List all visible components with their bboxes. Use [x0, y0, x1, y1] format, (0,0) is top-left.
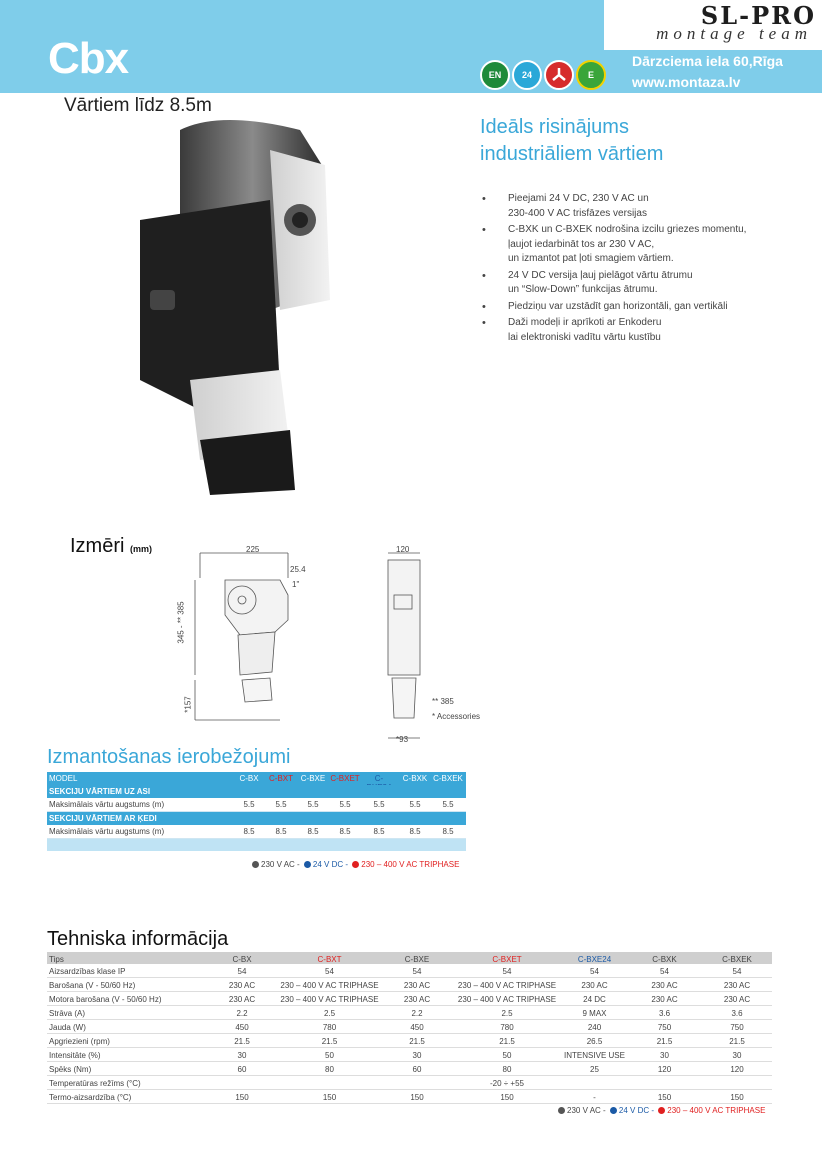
- table-cell: 21.5: [409, 1037, 425, 1046]
- table-cell: 150: [322, 1093, 337, 1102]
- table-cell: 9 MAX: [582, 1009, 607, 1018]
- table-header: Tips C-BX C-BXT C-BXE C-BXET C-BXE24 C-BXK C-BXEK: [47, 952, 772, 964]
- table-row: [47, 964, 772, 978]
- dot-icon: [558, 1107, 565, 1114]
- table-cell: 2.2: [411, 1009, 423, 1018]
- table-cell: 150: [410, 1093, 424, 1102]
- headline: [480, 114, 663, 168]
- table-cell: 54: [412, 967, 422, 976]
- table-cell: 2.2: [236, 1009, 248, 1018]
- table-row: [47, 1020, 772, 1034]
- dot-icon: [658, 1107, 665, 1114]
- tech-title: Tehniska informācija: [47, 928, 229, 950]
- row-label: Jauda (W): [49, 1023, 86, 1032]
- table-cell: 750: [657, 1023, 672, 1032]
- row-label: Apgriezieni (rpm): [49, 1037, 110, 1046]
- table-cell: 230 AC: [651, 995, 678, 1004]
- table-cell: -: [593, 1093, 596, 1102]
- table-cell: 230 AC: [228, 995, 256, 1004]
- table-cell: 30: [237, 1051, 247, 1060]
- table-cell: 230 – 400 V AC TRIPHASE: [280, 995, 379, 1004]
- table-cell: 120: [730, 1065, 744, 1074]
- brand-tagline: montage team: [656, 24, 812, 43]
- table-cell: 750: [730, 1023, 744, 1032]
- list-item: • Piedziņu var uzstādīt gan horizontāli, gan vertikāli: [480, 300, 780, 315]
- table-cell: 26.5: [586, 1037, 603, 1046]
- table-cell: 230 AC: [723, 995, 751, 1004]
- feature-list: [480, 192, 780, 347]
- encoder-badge-icon: E: [576, 60, 606, 90]
- dim-note-2: * Accessories: [432, 712, 481, 721]
- table-row: [47, 1062, 772, 1076]
- dot-icon: [610, 1107, 617, 1114]
- table-cell: 50: [325, 1051, 334, 1060]
- table-cell: 230 AC: [403, 995, 431, 1004]
- row-label: Aizsardzības klase IP: [49, 967, 126, 976]
- table-row: [47, 992, 772, 1006]
- legend-tech: 230 V AC - 24 V DC - 230 – 400 V AC TRIPHASE: [558, 1106, 765, 1115]
- table-cell: 780: [500, 1023, 514, 1032]
- table-cell: 21.5: [499, 1037, 515, 1046]
- row-label: Spēks (Nm): [49, 1065, 92, 1074]
- company-address: Dārzciema iela 60,Rīga: [632, 53, 783, 69]
- row-label: Motora barošana (V - 50/60 Hz): [49, 995, 162, 1004]
- product-photo: [120, 110, 350, 495]
- headline-line-1: Ideāls risinājums: [480, 116, 629, 138]
- dim-width-front: 225: [246, 545, 260, 554]
- table-footer-bar: [47, 839, 466, 851]
- brand-logo: [604, 0, 822, 50]
- product-title: Cbx: [48, 34, 129, 83]
- dim-offset: 25.4: [290, 565, 306, 574]
- usage-title: Izmantošanas ierobežojumi: [47, 746, 291, 768]
- legend-usage: 230 V AC - 24 V DC - 230 – 400 V AC TRIPHASE: [252, 860, 459, 869]
- table-cell: 54: [325, 967, 334, 976]
- table-row: [47, 1048, 772, 1062]
- dot-icon: [252, 861, 259, 868]
- table-cell: 60: [237, 1065, 247, 1074]
- table-cell: 150: [657, 1093, 672, 1102]
- table-cell: 3.6: [658, 1009, 671, 1018]
- section-row: SEKCIJU VĀRTIEM UZ ASI: [47, 785, 466, 798]
- dim-width-side: 120: [396, 545, 410, 554]
- table-cell: INTENSIVE USE: [564, 1051, 625, 1060]
- table-cell: 30: [732, 1051, 742, 1060]
- 24v-badge-icon: 24: [512, 60, 542, 90]
- table-cell: 450: [235, 1023, 249, 1032]
- table-cell: 54: [502, 967, 512, 976]
- table-cell: 230 – 400 V AC TRIPHASE: [457, 995, 557, 1004]
- table-row: [47, 1006, 772, 1020]
- table-cell: 230 – 400 V AC TRIPHASE: [280, 981, 379, 990]
- table-cell: 230 AC: [403, 981, 431, 990]
- tech-table: [47, 952, 772, 1104]
- table-cell: 21.5: [656, 1037, 673, 1046]
- product-subtitle: Vārtiem līdz 8.5m: [64, 95, 212, 116]
- table-cell: 2.5: [323, 1009, 336, 1018]
- section-row: SEKCIJU VĀRTIEM AR ĶEDI: [47, 812, 466, 825]
- dimensions-unit: (mm): [130, 544, 153, 554]
- row-label: Intensitāte (%): [49, 1051, 101, 1060]
- table-cell: 54: [732, 967, 742, 976]
- table-cell: 21.5: [234, 1037, 250, 1046]
- table-row: [47, 1090, 772, 1104]
- table-cell: 25: [590, 1065, 599, 1074]
- row-label: Temperatūras režīms (°C): [49, 1079, 141, 1088]
- table-cell: 230 AC: [581, 981, 608, 990]
- list-item: • Daži modeļi ir aprīkoti ar Enkoderu lai elektroniski vadītu vārtu kustību: [480, 316, 780, 345]
- table-cell: 21.5: [729, 1037, 745, 1046]
- table-row: [47, 1076, 772, 1090]
- table-cell: 2.5: [501, 1009, 513, 1018]
- dim-inch: 1": [292, 580, 300, 589]
- table-row: Maksimālais vārtu augstums (m) 8.5 8.5 8.5 8.5 8.5 8.5 8.5: [47, 825, 466, 839]
- usage-table: [47, 772, 466, 851]
- table-cell: 54: [590, 967, 599, 976]
- dot-icon: [304, 861, 311, 868]
- company-website[interactable]: www.montaza.lv: [632, 74, 741, 90]
- table-cell: 3.6: [731, 1009, 743, 1018]
- table-cell: 150: [235, 1093, 249, 1102]
- list-item: • C-BXK un C-BXEK nodrošina izcilu griezes momentu, ļaujot iedarbināt tos ar 230 V AC, un izmantot pat ļoti smagiem vārtiem.: [480, 223, 780, 267]
- table-cell: 60: [412, 1065, 422, 1074]
- certification-badges: [480, 60, 610, 92]
- table-cell: 230 AC: [651, 981, 678, 990]
- table-cell: 21.5: [321, 1037, 338, 1046]
- brand-name: SL-PRO: [700, 1, 816, 30]
- dim-lower: *157: [183, 696, 193, 713]
- table-cell: 780: [322, 1023, 337, 1032]
- table-cell: 230 – 400 V AC TRIPHASE: [457, 981, 557, 990]
- list-item: • 24 V DC versija ļauj pielāgot vārtu ātrumu un “Slow-Down” funkcijas ātrumu.: [480, 269, 780, 298]
- dot-icon: [352, 861, 359, 868]
- table-cell: 50: [502, 1051, 512, 1060]
- table-cell: 30: [412, 1051, 422, 1060]
- en-tested-badge-icon: EN: [480, 60, 510, 90]
- table-cell: 240: [587, 1023, 602, 1032]
- triphase-badge-icon: [544, 60, 574, 90]
- table-cell: 80: [325, 1065, 334, 1074]
- table-row: [47, 1034, 772, 1048]
- table-cell: 150: [730, 1093, 744, 1102]
- table-cell: 80: [502, 1065, 512, 1074]
- row-label: Termo-aizsardzība (°C): [49, 1093, 132, 1102]
- row-label: Strāva (A): [49, 1009, 86, 1018]
- row-label: Barošana (V - 50/60 Hz): [49, 981, 136, 990]
- table-cell: 24 DC: [583, 995, 606, 1004]
- table-row: Maksimālais vārtu augstums (m) 5.5 5.5 5.5 5.5 5.5 5.5 5.5: [47, 798, 466, 812]
- headline-line-2: industriāliem vārtiem: [480, 143, 664, 165]
- table-cell: 54: [237, 967, 247, 976]
- table-cell: 54: [660, 967, 669, 976]
- table-row: [47, 978, 772, 992]
- dim-bottom-side: *93: [396, 735, 409, 744]
- dim-height: 345 - ** 385: [176, 601, 186, 644]
- table-cell: 230 AC: [228, 981, 256, 990]
- table-cell: 450: [410, 1023, 424, 1032]
- list-item: • Pieejami 24 V DC, 230 V AC un 230-400 V AC trisfāzes versijas: [480, 192, 780, 221]
- table-cell: -20 ÷ +55: [490, 1079, 524, 1088]
- table-cell: 120: [657, 1065, 672, 1074]
- table-header: MODEL C-BX C-BXT C-BXE C-BXET C- C-BXK C-BXEK: [47, 772, 466, 785]
- dimensions-title: Izmēri (mm): [70, 535, 153, 557]
- dim-note-1: ** 385: [432, 697, 454, 706]
- table-cell: 230 AC: [723, 981, 751, 990]
- table-cell: 150: [500, 1093, 514, 1102]
- table-cell: 30: [660, 1051, 669, 1060]
